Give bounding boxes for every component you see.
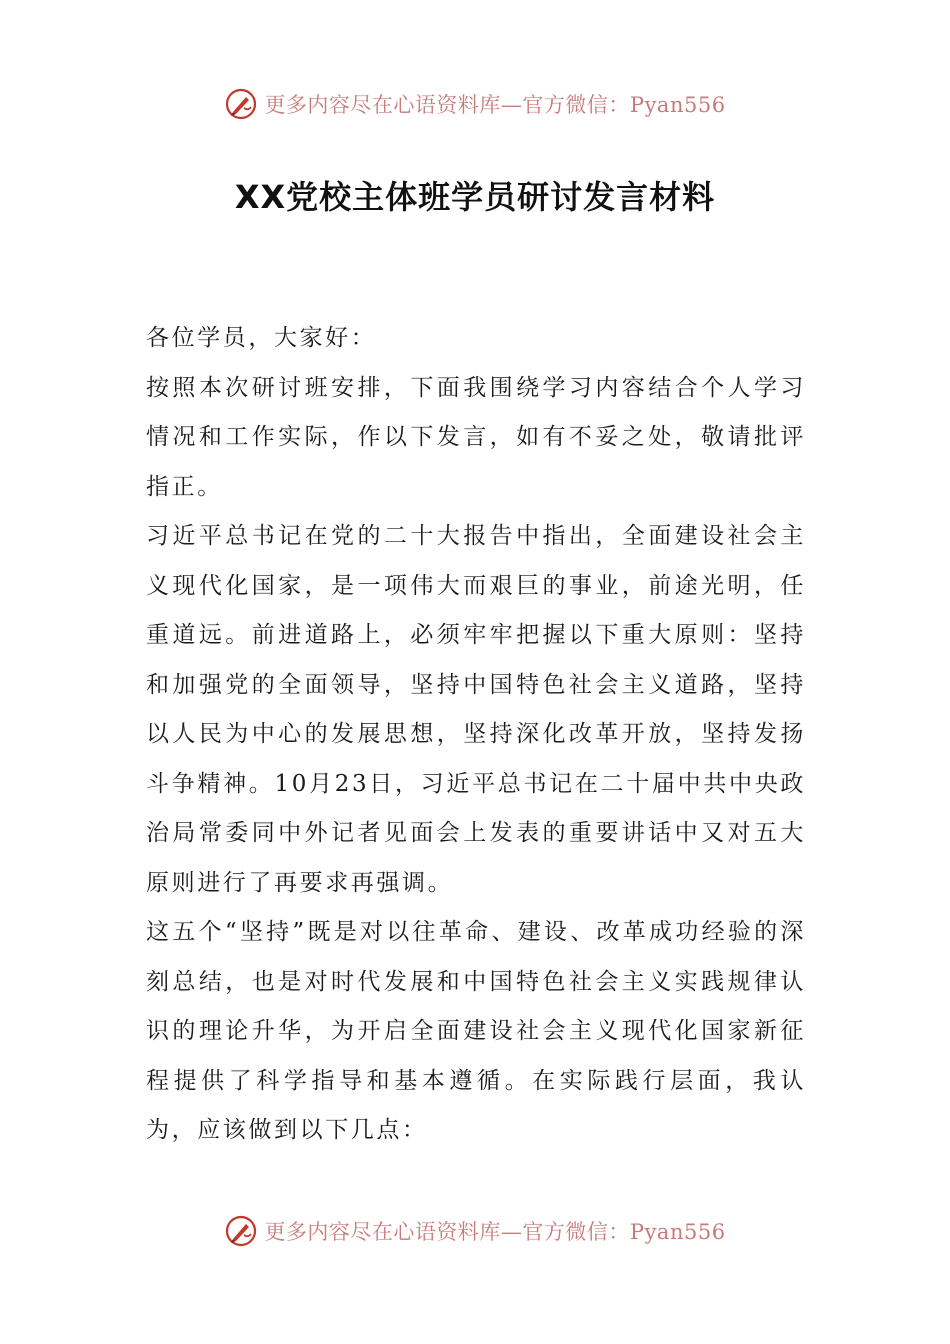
paragraph-principles: 习近平总书记在党的二十大报告中指出，全面建设社会主义现代化国家，是一项伟大而艰巨的事业，前途光明，任重道远。前进道路上，必须牢牢把握以下重大原则：坚持和加强党的全面领导，坚持中国特色社会主义道路，坚持以人民为中心的发展思想，坚持深化改革开放，坚持发扬斗争精神。10月23日，习近平总书记在二十届中共中央政治局常委同中外记者见面会上发表的重要讲话中又对五大原则进行了再要求再强调。 bbox=[146, 523, 806, 896]
document-body bbox=[146, 314, 806, 1156]
footer-watermark bbox=[0, 1211, 950, 1251]
paragraph-intro: 按照本次研讨班安排，下面我围绕学习内容结合个人学习情况和工作实际，作以下发言，如有不妥之处，敬请批评指正。 bbox=[146, 374, 806, 500]
paragraph-summary: 这五个“坚持”既是对以往革命、建设、改革成功经验的深刻总结，也是对时代发展和中国特色社会主义实践规律认识的理论升华，为开启全面建设社会主义现代化国家新征程提供了科学指导和基本遵循。在实际践行层面，我认为，应该做到以下几点： bbox=[146, 919, 806, 1143]
header-watermark bbox=[0, 84, 950, 124]
pen-seal-icon bbox=[224, 1214, 258, 1248]
watermark-text: 更多内容尽在心语资料库—官方微信：Pyan556 bbox=[264, 1220, 726, 1244]
pen-seal-icon bbox=[224, 87, 258, 121]
watermark-text: 更多内容尽在心语资料库—官方微信：Pyan556 bbox=[264, 93, 726, 117]
paragraph-greeting: 各位学员，大家好： bbox=[146, 325, 377, 351]
document-title: XX党校主体班学员研讨发言材料 bbox=[234, 178, 716, 216]
